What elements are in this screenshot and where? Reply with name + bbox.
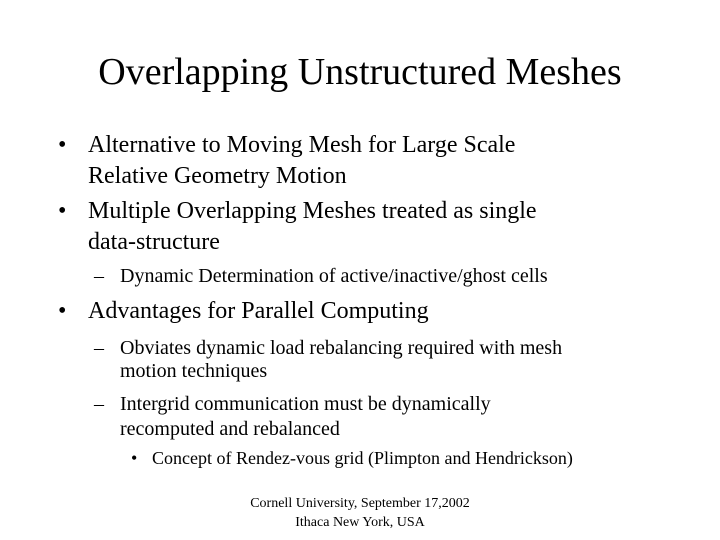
dash-mark: – — [94, 393, 104, 415]
bullet-mark: • — [131, 448, 138, 468]
bullet-mark: • — [58, 132, 67, 158]
bullet-text-continued: Relative Geometry Motion — [88, 163, 347, 189]
bullet-mark: • — [58, 198, 67, 224]
bullet-text: Advantages for Parallel Computing — [88, 298, 429, 324]
bullet-mark: • — [58, 298, 67, 324]
sub-bullet-text-continued: recomputed and rebalanced — [120, 418, 340, 440]
sub-bullet-text: Dynamic Determination of active/inactive/ghost cells — [120, 265, 548, 287]
sub-bullet-text: Intergrid communication must be dynamically — [120, 393, 491, 415]
slide-title: Overlapping Unstructured Meshes — [98, 51, 622, 93]
bullet-text: Multiple Overlapping Meshes treated as single — [88, 198, 537, 224]
sub-sub-bullet-text: Concept of Rendez-vous grid (Plimpton and Hendrickson) — [152, 448, 573, 468]
sub-bullet-text: Obviates dynamic load rebalancing required with mesh — [120, 337, 563, 359]
bullet-text-continued: data-structure — [88, 229, 220, 255]
bullet-text: Alternative to Moving Mesh for Large Scale — [88, 132, 516, 158]
slide-footer — [0, 494, 720, 532]
dash-mark: – — [94, 337, 104, 359]
footer-line-affiliation: Cornell University, September 17,2002 — [250, 496, 470, 511]
sub-bullet-text-continued: motion techniques — [120, 360, 268, 382]
dash-mark: – — [94, 265, 104, 287]
footer-line-location: Ithaca New York, USA — [295, 515, 425, 530]
